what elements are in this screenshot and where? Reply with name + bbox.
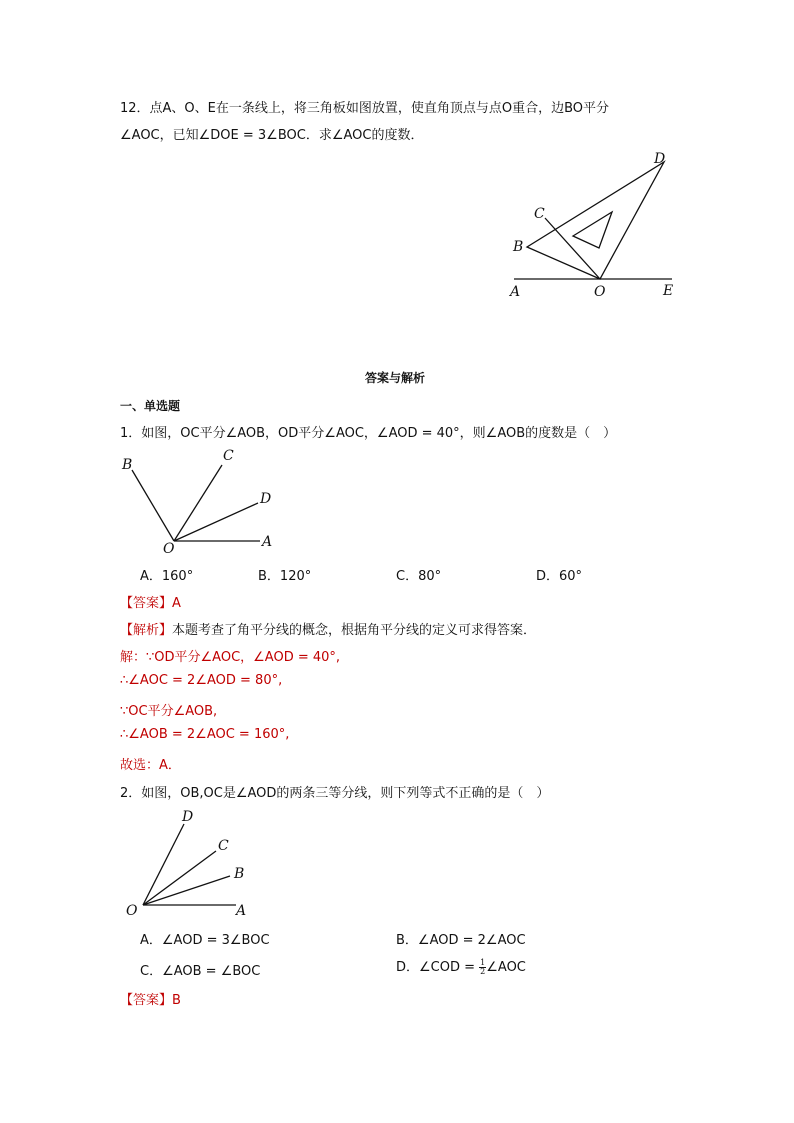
q1-option-d: D．60°	[536, 569, 583, 584]
q1-solution-line1	[120, 646, 340, 665]
solution-prefix: 解：	[120, 650, 147, 665]
fraction-numerator: 1	[480, 958, 486, 967]
q1-figure	[118, 445, 288, 560]
q12-label-o: O	[594, 284, 606, 300]
q2-option-c: C．∠AOB = ∠BOC	[140, 964, 261, 979]
q1-label-a: A	[262, 534, 273, 550]
q2-option-a: A．∠AOD = 3∠BOC	[140, 933, 270, 948]
q2-label-d: D	[182, 809, 194, 825]
section-title: 答案与解析	[365, 371, 426, 385]
answer-value: B	[172, 993, 181, 1008]
q12-label-c: C	[534, 206, 545, 222]
analysis-text: 本题考查了角平分线的概念，根据角平分线的定义可求得答案．	[172, 623, 537, 638]
q12-line2: ∠AOC，已知∠DOE = 3∠BOC．求∠AOC的度数．	[120, 128, 424, 143]
q1-option-a: A．160°	[140, 569, 194, 584]
q2-option-b: B．∠AOD = 2∠AOC	[396, 933, 526, 948]
q1-answer	[120, 592, 181, 611]
answer-tag: 【答案】	[120, 993, 173, 1008]
q1-option-b: B．120°	[258, 569, 312, 584]
q2-label-a: A	[236, 903, 247, 919]
option-d-suffix: ∠AOC	[486, 960, 526, 975]
q1-label-c: C	[223, 448, 234, 464]
fraction-denominator: 2	[480, 967, 486, 976]
q2-label-c: C	[218, 838, 229, 854]
analysis-tag: 【解析】	[120, 623, 173, 638]
q1-solution-line3: ∵OC平分∠AOB,	[120, 704, 218, 719]
q12-label-d: D	[654, 151, 666, 167]
q1-solution-line2: ∴∠AOC = 2∠AOD = 80°,	[120, 673, 283, 688]
solution-step1: ∵OD平分∠AOC，∠AOD = 40°,	[146, 650, 341, 665]
answer-value: A	[172, 596, 181, 611]
q12-figure	[500, 145, 690, 305]
q1-label-b: B	[122, 457, 133, 473]
q1-option-c: C．80°	[396, 569, 442, 584]
q2-label-o: O	[126, 903, 138, 919]
q1-stem: 1．如图，OC平分∠AOB，OD平分∠AOC，∠AOD = 40°，则∠AOB的度数是（ ）	[120, 426, 617, 441]
q2-figure	[122, 805, 262, 920]
q12-label-a: A	[510, 284, 521, 300]
q2-stem: 2．如图，OB,OC是∠AOD的两条三等分线，则下列等式不正确的是（ ）	[120, 786, 550, 801]
section-one-heading: 一、单选题	[120, 399, 181, 413]
q2-label-b: B	[234, 866, 245, 882]
q2-option-d	[396, 956, 526, 976]
q1-choose: 故选：A．	[120, 758, 181, 773]
option-d-prefix: D．∠COD =	[396, 960, 480, 975]
q2-answer	[120, 989, 181, 1008]
q1-label-d: D	[260, 491, 272, 507]
q1-label-o: O	[163, 541, 175, 557]
q1-solution-line4: ∴∠AOB = 2∠AOC = 160°,	[120, 727, 290, 742]
q12-label-e: E	[663, 283, 674, 299]
q12-line1: 12．点A、O、E在一条线上，将三角板如图放置，使直角顶点与点O重合，边BO平分	[120, 101, 610, 116]
q12-label-b: B	[513, 239, 524, 255]
q1-analysis	[120, 619, 536, 638]
answer-tag: 【答案】	[120, 596, 173, 611]
